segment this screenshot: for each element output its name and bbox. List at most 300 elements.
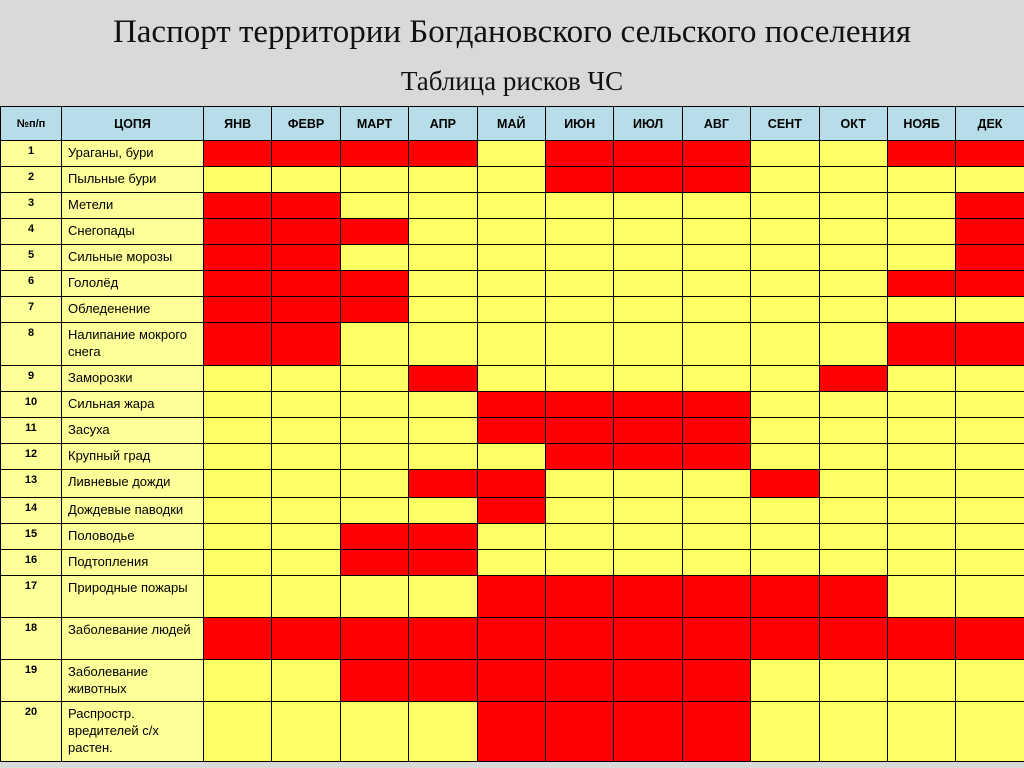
risk-cell-high [682, 576, 750, 618]
risk-cell-none [409, 702, 477, 762]
risk-cell-high [409, 366, 477, 392]
risk-cell-none [887, 498, 955, 524]
hazard-name: Заболевание животных [62, 660, 204, 702]
risk-cell-high [477, 576, 545, 618]
risk-cell-none [340, 366, 408, 392]
risk-cell-none [614, 470, 682, 498]
risk-cell-none [340, 193, 408, 219]
risk-cell-none [751, 141, 819, 167]
risk-cell-none [956, 576, 1024, 618]
risk-cell-none [409, 323, 477, 366]
column-header-month: МАЙ [477, 107, 545, 141]
row-number: 2 [1, 167, 62, 193]
risk-cell-high [477, 418, 545, 444]
risk-cell-none [545, 323, 613, 366]
risk-cell-high [409, 524, 477, 550]
risk-cell-none [477, 271, 545, 297]
risk-cell-high [682, 660, 750, 702]
risk-cell-none [887, 366, 955, 392]
table-row [1, 245, 1024, 271]
risk-cell-high [682, 444, 750, 470]
risk-cell-none [272, 167, 340, 193]
risk-cell-high [956, 271, 1024, 297]
hazard-name: Засуха [62, 418, 204, 444]
risk-cell-high [204, 193, 272, 219]
risk-cell-none [545, 524, 613, 550]
risk-cell-none [887, 524, 955, 550]
row-number: 9 [1, 366, 62, 392]
risk-cell-none [204, 418, 272, 444]
table-header-row [1, 107, 1024, 141]
risk-cell-none [340, 323, 408, 366]
risk-cell-high [545, 618, 613, 660]
table-row [1, 444, 1024, 470]
table-row [1, 524, 1024, 550]
risk-cell-none [819, 498, 887, 524]
risk-cell-none [340, 702, 408, 762]
table-row [1, 576, 1024, 618]
hazard-name: Ураганы, бури [62, 141, 204, 167]
risk-cell-high [751, 470, 819, 498]
risk-cell-high [545, 167, 613, 193]
hazard-name: Пыльные бури [62, 167, 204, 193]
risk-cell-none [614, 550, 682, 576]
risk-cell-none [751, 392, 819, 418]
hazard-name: Гололёд [62, 271, 204, 297]
risk-cell-high [204, 297, 272, 323]
risk-cell-high [956, 193, 1024, 219]
risk-cell-none [272, 576, 340, 618]
risk-cell-none [477, 193, 545, 219]
risk-cell-high [340, 660, 408, 702]
risk-cell-none [887, 660, 955, 702]
table-row [1, 193, 1024, 219]
row-number: 15 [1, 524, 62, 550]
risk-cell-none [477, 323, 545, 366]
row-number: 12 [1, 444, 62, 470]
risk-cell-none [819, 392, 887, 418]
risk-cell-none [751, 702, 819, 762]
risk-cell-high [272, 141, 340, 167]
risk-cell-none [614, 271, 682, 297]
risk-cell-none [477, 550, 545, 576]
risk-cell-none [409, 193, 477, 219]
risk-cell-high [682, 167, 750, 193]
risk-cell-high [204, 618, 272, 660]
risk-cell-none [409, 219, 477, 245]
risk-cell-none [272, 660, 340, 702]
risk-cell-none [545, 297, 613, 323]
column-header-month: ИЮН [545, 107, 613, 141]
risk-cell-none [409, 576, 477, 618]
risk-cell-none [477, 524, 545, 550]
row-number: 3 [1, 193, 62, 219]
risk-cell-none [682, 470, 750, 498]
risk-cell-none [614, 366, 682, 392]
risk-cell-none [956, 550, 1024, 576]
risk-cell-high [545, 702, 613, 762]
risk-cell-none [477, 444, 545, 470]
risk-cell-none [545, 245, 613, 271]
risk-cell-high [409, 141, 477, 167]
risk-cell-high [614, 392, 682, 418]
risk-cell-high [614, 618, 682, 660]
column-header-month: СЕНТ [751, 107, 819, 141]
risk-cell-none [477, 167, 545, 193]
hazard-name: Ливневые дожди [62, 470, 204, 498]
row-number: 8 [1, 323, 62, 366]
risk-cell-high [956, 219, 1024, 245]
column-header-month: АВГ [682, 107, 750, 141]
column-header-month: ФЕВР [272, 107, 340, 141]
risk-cell-high [272, 271, 340, 297]
risk-cell-high [409, 470, 477, 498]
column-header-month: МАРТ [340, 107, 408, 141]
risk-cell-high [682, 702, 750, 762]
risk-cell-none [819, 167, 887, 193]
risk-cell-none [751, 366, 819, 392]
risk-cell-high [614, 576, 682, 618]
hazard-name: Крупный град [62, 444, 204, 470]
risk-cell-high [956, 245, 1024, 271]
hazard-name: Заморозки [62, 366, 204, 392]
risk-cell-high [204, 323, 272, 366]
risk-cell-none [409, 418, 477, 444]
risk-cell-none [614, 323, 682, 366]
risk-cell-none [751, 550, 819, 576]
risk-cell-none [340, 470, 408, 498]
risk-table-body [1, 141, 1024, 762]
risk-cell-none [409, 392, 477, 418]
hazard-name: Природные пожары [62, 576, 204, 618]
risk-cell-high [545, 576, 613, 618]
risk-cell-none [819, 444, 887, 470]
risk-cell-high [819, 576, 887, 618]
risk-cell-high [956, 618, 1024, 660]
table-row [1, 392, 1024, 418]
risk-cell-none [682, 323, 750, 366]
risk-cell-high [545, 392, 613, 418]
risk-cell-none [614, 193, 682, 219]
risk-cell-none [614, 245, 682, 271]
risk-cell-none [751, 219, 819, 245]
risk-cell-high [477, 660, 545, 702]
risk-cell-none [204, 167, 272, 193]
table-row [1, 271, 1024, 297]
risk-cell-high [340, 297, 408, 323]
risk-cell-high [340, 219, 408, 245]
risk-cell-high [204, 271, 272, 297]
risk-cell-none [272, 366, 340, 392]
risk-cell-high [340, 141, 408, 167]
risk-cell-high [477, 498, 545, 524]
risk-cell-none [819, 323, 887, 366]
risk-cell-none [819, 271, 887, 297]
page-subtitle: Таблица рисков ЧС [400, 66, 624, 96]
risk-cell-none [545, 271, 613, 297]
risk-cell-none [204, 392, 272, 418]
risk-cell-high [409, 660, 477, 702]
row-number: 7 [1, 297, 62, 323]
risk-cell-none [477, 366, 545, 392]
risk-cell-high [272, 219, 340, 245]
risk-cell-none [204, 660, 272, 702]
risk-cell-none [819, 193, 887, 219]
risk-cell-none [340, 418, 408, 444]
risk-cell-none [682, 297, 750, 323]
risk-cell-none [956, 524, 1024, 550]
risk-cell-none [409, 444, 477, 470]
risk-cell-high [545, 444, 613, 470]
risk-cell-none [477, 141, 545, 167]
row-number: 19 [1, 660, 62, 702]
risk-cell-none [614, 524, 682, 550]
hazard-name: Подтопления [62, 550, 204, 576]
risk-cell-none [887, 470, 955, 498]
risk-cell-none [409, 271, 477, 297]
risk-cell-none [887, 702, 955, 762]
risk-cell-none [477, 297, 545, 323]
risk-cell-none [614, 297, 682, 323]
risk-cell-none [887, 245, 955, 271]
risk-cell-none [751, 167, 819, 193]
hazard-name: Снегопады [62, 219, 204, 245]
table-row [1, 323, 1024, 366]
risk-cell-none [340, 167, 408, 193]
risk-cell-none [887, 219, 955, 245]
risk-cell-high [340, 550, 408, 576]
risk-cell-none [819, 550, 887, 576]
row-number: 1 [1, 141, 62, 167]
risk-cell-none [204, 366, 272, 392]
risk-cell-none [751, 271, 819, 297]
risk-cell-none [751, 323, 819, 366]
column-header-month: ОКТ [819, 107, 887, 141]
risk-cell-high [956, 141, 1024, 167]
risk-cell-high [682, 141, 750, 167]
risk-cell-high [887, 141, 955, 167]
risk-cell-high [614, 167, 682, 193]
risk-cell-high [272, 297, 340, 323]
risk-cell-high [614, 702, 682, 762]
risk-cell-none [409, 167, 477, 193]
risk-cell-none [614, 498, 682, 524]
risk-cell-none [887, 297, 955, 323]
risk-cell-none [887, 576, 955, 618]
risk-cell-none [272, 418, 340, 444]
risk-cell-none [545, 193, 613, 219]
row-number: 6 [1, 271, 62, 297]
table-row [1, 141, 1024, 167]
column-header-month: НОЯБ [887, 107, 955, 141]
risk-cell-none [751, 498, 819, 524]
column-header-name: ЦОПЯ [62, 107, 204, 141]
risk-cell-high [204, 219, 272, 245]
table-row [1, 498, 1024, 524]
risk-cell-high [614, 141, 682, 167]
risk-cell-high [682, 618, 750, 660]
row-number: 13 [1, 470, 62, 498]
row-number: 20 [1, 702, 62, 762]
risk-cell-none [682, 245, 750, 271]
risk-cell-none [751, 297, 819, 323]
risk-cell-high [409, 550, 477, 576]
risk-cell-none [204, 702, 272, 762]
column-header-number: №п/п [1, 107, 62, 141]
risk-cell-none [477, 245, 545, 271]
risk-cell-none [887, 392, 955, 418]
risk-cell-high [819, 366, 887, 392]
column-header-month: АПР [409, 107, 477, 141]
risk-cell-none [272, 524, 340, 550]
risk-cell-high [272, 245, 340, 271]
risk-cell-high [477, 392, 545, 418]
risk-cell-none [272, 392, 340, 418]
table-row [1, 660, 1024, 702]
hazard-name: Сильная жара [62, 392, 204, 418]
risk-cell-high [204, 141, 272, 167]
risk-cell-none [614, 219, 682, 245]
risk-cell-none [409, 297, 477, 323]
risk-cell-none [751, 193, 819, 219]
risk-cell-none [956, 498, 1024, 524]
row-number: 4 [1, 219, 62, 245]
risk-cell-high [887, 618, 955, 660]
risk-cell-none [956, 470, 1024, 498]
risk-cell-none [751, 660, 819, 702]
risk-cell-none [682, 219, 750, 245]
risk-cell-none [204, 576, 272, 618]
risk-cell-high [477, 470, 545, 498]
risk-cell-none [545, 550, 613, 576]
risk-cell-none [272, 470, 340, 498]
risk-cell-none [340, 245, 408, 271]
risk-cell-none [751, 418, 819, 444]
risk-cell-high [409, 618, 477, 660]
risk-cell-none [819, 702, 887, 762]
risk-cell-none [204, 550, 272, 576]
risk-cell-high [887, 323, 955, 366]
risk-cell-high [340, 524, 408, 550]
risk-cell-none [204, 444, 272, 470]
risk-cell-high [272, 323, 340, 366]
risk-cell-none [819, 660, 887, 702]
table-row [1, 550, 1024, 576]
table-row [1, 618, 1024, 660]
risk-cell-none [819, 245, 887, 271]
risk-cell-none [272, 550, 340, 576]
risk-cell-high [477, 618, 545, 660]
row-number: 10 [1, 392, 62, 418]
risk-cell-high [682, 392, 750, 418]
risk-cell-none [751, 524, 819, 550]
table-row [1, 702, 1024, 762]
risk-cell-none [751, 245, 819, 271]
risk-cell-high [545, 141, 613, 167]
risk-cell-none [956, 660, 1024, 702]
risk-cell-none [340, 576, 408, 618]
risk-cell-high [340, 271, 408, 297]
risk-cell-none [409, 245, 477, 271]
risk-cell-none [682, 498, 750, 524]
risk-table [0, 106, 1024, 762]
risk-cell-none [819, 219, 887, 245]
risk-cell-high [477, 702, 545, 762]
risk-cell-none [682, 550, 750, 576]
risk-cell-none [819, 141, 887, 167]
risk-cell-none [682, 524, 750, 550]
table-row [1, 418, 1024, 444]
risk-cell-high [614, 444, 682, 470]
risk-cell-none [956, 444, 1024, 470]
risk-cell-high [272, 618, 340, 660]
hazard-name: Метели [62, 193, 204, 219]
risk-cell-none [340, 392, 408, 418]
risk-cell-none [956, 366, 1024, 392]
risk-cell-high [614, 660, 682, 702]
risk-cell-none [682, 366, 750, 392]
hazard-name: Половодье [62, 524, 204, 550]
hazard-name: Дождевые паводки [62, 498, 204, 524]
table-row [1, 297, 1024, 323]
risk-cell-none [477, 219, 545, 245]
risk-cell-none [819, 297, 887, 323]
risk-cell-none [545, 498, 613, 524]
risk-cell-none [956, 297, 1024, 323]
risk-cell-none [956, 418, 1024, 444]
risk-cell-high [545, 660, 613, 702]
risk-cell-none [204, 524, 272, 550]
risk-cell-none [956, 392, 1024, 418]
risk-cell-high [614, 418, 682, 444]
risk-cell-none [272, 444, 340, 470]
risk-cell-none [545, 219, 613, 245]
risk-cell-none [340, 498, 408, 524]
risk-cell-none [956, 167, 1024, 193]
hazard-name: Сильные морозы [62, 245, 204, 271]
risk-cell-none [819, 524, 887, 550]
risk-cell-high [819, 618, 887, 660]
table-row [1, 219, 1024, 245]
risk-cell-high [751, 576, 819, 618]
row-number: 18 [1, 618, 62, 660]
column-header-month: ДЕК [956, 107, 1024, 141]
risk-cell-none [682, 193, 750, 219]
risk-cell-none [204, 498, 272, 524]
risk-cell-none [272, 498, 340, 524]
table-row [1, 167, 1024, 193]
risk-cell-high [956, 323, 1024, 366]
hazard-name: Налипание мокрого снега [62, 323, 204, 366]
row-number: 17 [1, 576, 62, 618]
risk-cell-none [409, 498, 477, 524]
risk-cell-none [204, 470, 272, 498]
table-row [1, 366, 1024, 392]
risk-cell-none [751, 444, 819, 470]
risk-cell-high [682, 418, 750, 444]
risk-cell-none [545, 470, 613, 498]
hazard-name: Заболевание людей [62, 618, 204, 660]
risk-cell-none [956, 702, 1024, 762]
hazard-name: Распростр. вредителей с/х растен. [62, 702, 204, 762]
risk-cell-none [819, 418, 887, 444]
row-number: 5 [1, 245, 62, 271]
title-area [0, 0, 1024, 106]
column-header-month: ИЮЛ [614, 107, 682, 141]
risk-cell-high [545, 418, 613, 444]
risk-cell-high [204, 245, 272, 271]
risk-cell-none [819, 470, 887, 498]
